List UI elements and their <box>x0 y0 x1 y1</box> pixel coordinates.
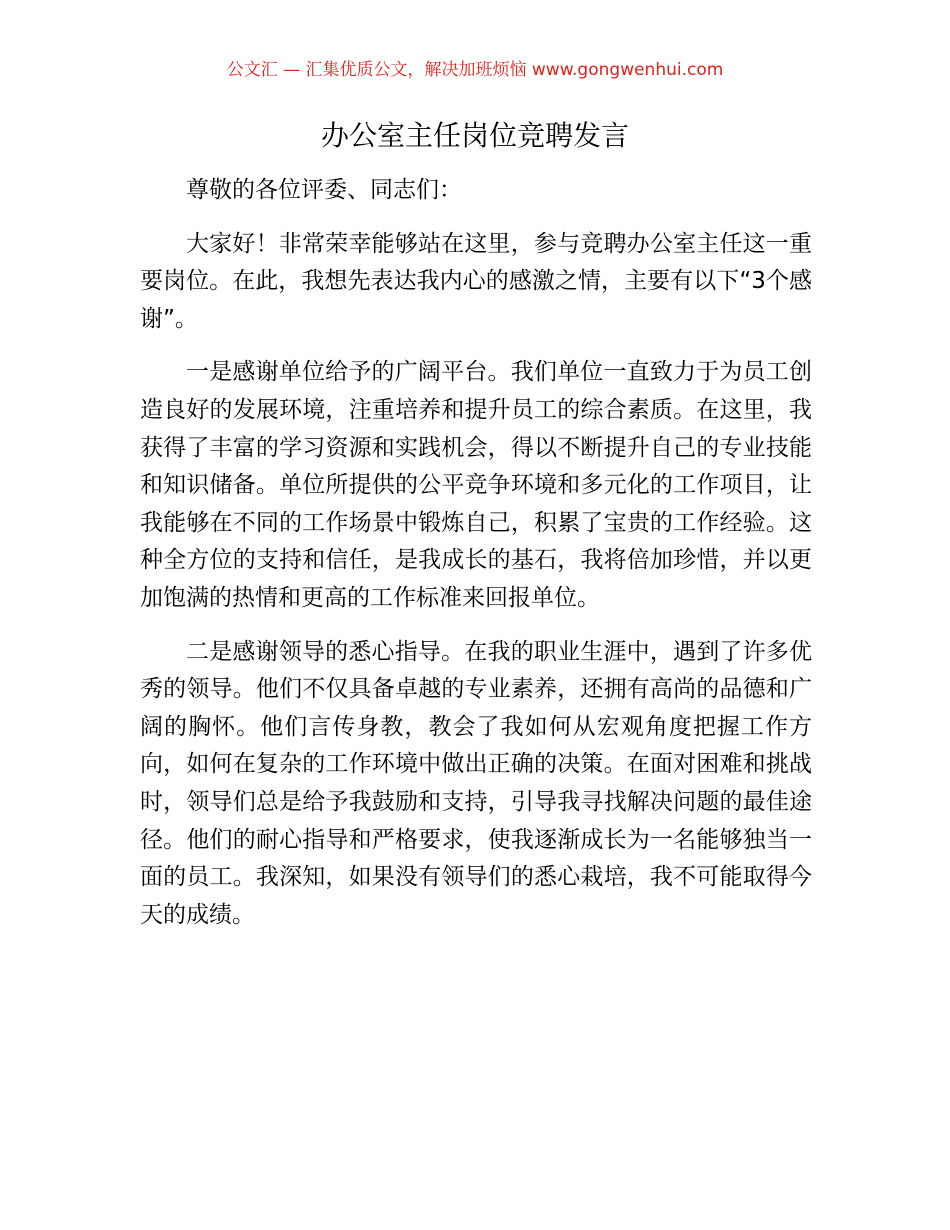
paragraph-thanks-leaders: 二是感谢领导的悉心指导。在我的职业生涯中，遇到了许多优秀的领导。他们不仅具备卓越的专业素养，还拥有高尚的品德和广阔的胸怀。他们言传身教，教会了我如何从宏观角度把握工作方向，如何在复杂的工作环境中做出正确的决策。在面对困难和挑战时，领导们总是给予我鼓励和支持，引导我寻找解决问题的最佳途径。他们的耐心指导和严格要求，使我逐渐成长为一名能够独当一面的员工。我深知，如果没有领导们的悉心栽培，我不可能取得今天的成绩。 <box>140 638 812 928</box>
paragraph-intro: 大家好！非常荣幸能够站在这里，参与竞聘办公室主任这一重要岗位。在此，我想先表达我内心的感激之情，主要有以下“3个感谢”。 <box>140 230 812 332</box>
header-banner: 公文汇 — 汇集优质公文，解决加班烦恼 www.gongwenhui.com <box>226 60 724 80</box>
document-body <box>140 172 812 950</box>
document-title: 办公室主任岗位竞聘发言 <box>320 119 629 152</box>
salutation: 尊敬的各位评委、同志们： <box>186 177 462 203</box>
paragraph-thanks-unit: 一是感谢单位给予的广阔平台。我们单位一直致力于为员工创造良好的发展环境，注重培养和提升员工的综合素质。在这里，我获得了丰富的学习资源和实践机会，得以不断提升自己的专业技能和知识储备。单位所提供的公平竞争环境和多元化的工作项目，让我能够在不同的工作场景中锻炼自己，积累了宝贵的工作经验。这种全方位的支持和信任，是我成长的基石，我将倍加珍惜，并以更加饱满的热情和更高的工作标准来回报单位。 <box>140 359 812 611</box>
